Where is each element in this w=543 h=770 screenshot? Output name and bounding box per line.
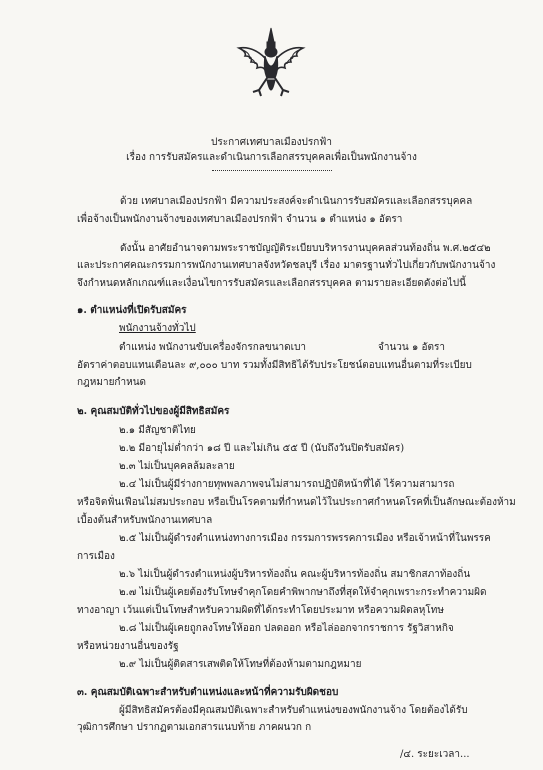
qual-item-2-4-line1: ๒.๔ ไม่เป็นผู้มีร่างกายทุพพลภาพจนไม่สามารถปฏิบัติหน้าที่ได้ ไร้ความสามารถ xyxy=(119,479,455,490)
org-title: ประกาศเทศบาลเมืองปรกฟ้า xyxy=(211,137,332,148)
intro-p2-line2: และประกาศคณะกรรมการพนักงานเทศบาลจังหวัดชลบุรี เรื่อง มาตรฐานทั่วไปเกี่ยวกับพนักงานจ้าง xyxy=(77,260,496,271)
qual-item-2-6: ๒.๖ ไม่เป็นผู้ดำรงตำแหน่งผู้บริหารท้องถิ่น คณะผู้บริหารท้องถิ่น สมาชิกสภาท้องถิ่น xyxy=(119,569,471,580)
section1-subheading: พนักงานจ้างทั่วไป xyxy=(119,323,196,334)
qual-item-2-9: ๒.๙ ไม่เป็นผู้ติดสารเสพติดให้โทษที่ต้องห้ามตามกฎหมาย xyxy=(119,659,362,670)
pay-line1: อัตราค่าตอบแทนเดือนละ ๙,๐๐๐ บาท รวมทั้งมีสิทธิได้รับประโยชน์ตอบแทนอื่นตามที่ระเบียบ xyxy=(77,360,472,371)
section3-line1: ผู้มีสิทธิสมัครต้องมีคุณสมบัติเฉพาะสำหรับตำแหน่งของพนักงานจ้าง โดยต้องได้รับ xyxy=(119,705,468,716)
intro-p1-line2: เพื่อจ้างเป็นพนักงานจ้างของเทศบาลเมืองปรกฟ้า จำนวน ๑ ตำแหน่ง ๑ อัตรา xyxy=(77,214,403,225)
qual-item-2-3: ๒.๓ ไม่เป็นบุคคลล้มละลาย xyxy=(119,461,235,472)
section3-heading: ๓. คุณสมบัติเฉพาะสำหรับตำแหน่งและหน้าที่ความรับผิดชอบ xyxy=(77,687,339,698)
qual-item-2-5-line1: ๒.๕ ไม่เป็นผู้ดำรงตำแหน่งทางการเมือง กรรมการพรรคการเมือง หรือเจ้าหน้าที่ในพรรค xyxy=(119,533,491,544)
qual-item-2-7-line2: ทางอาญา เว้นแต่เป็นโทษสำหรับความผิดที่ได้กระทำโดยประมาท หรือความผิดลหุโทษ xyxy=(77,605,444,616)
qual-item-2-4-line3: เบื้องต้นสำหรับพนักงานเทศบาล xyxy=(77,515,213,526)
separator-dots xyxy=(212,170,332,171)
subject-line: เรื่อง การรับสมัครและดำเนินการเลือกสรรบุคคลเพื่อเป็นพนักงานจ้าง xyxy=(126,152,417,163)
qual-item-2-1: ๒.๑ มีสัญชาติไทย xyxy=(119,425,196,436)
section3-line2: วุฒิการศึกษา ปรากฏตามเอกสารแนบท้าย ภาคผนวก ก xyxy=(77,722,312,733)
intro-p1-line1: ด้วย เทศบาลเมืองปรกฟ้า มีความประสงค์จะดำเนินการรับสมัครและเลือกสรรบุคคล xyxy=(120,196,473,207)
qual-item-2-8-line1: ๒.๘ ไม่เป็นผู้เคยถูกลงโทษให้ออก ปลดออก หรือไล่ออกจากราชการ รัฐวิสาหกิจ xyxy=(119,623,454,634)
continuation-note: /๔. ระยะเวลา... xyxy=(400,749,470,760)
position-count: จำนวน ๑ อัตรา xyxy=(378,342,445,353)
qual-item-2-8-line2: หรือหน่วยงานอื่นของรัฐ xyxy=(77,641,179,652)
pay-line2: กฎหมายกำหนด xyxy=(77,377,147,388)
garuda-emblem-icon xyxy=(233,26,309,102)
qual-item-2-5-line2: การเมือง xyxy=(77,551,115,562)
qual-item-2-4-line2: หรือจิตฟั่นเฟือนไม่สมประกอบ หรือเป็นโรคตามที่กำหนดไว้ในประกาศกำหนดโรคที่เป็นลักษณะต้องห้าม xyxy=(77,497,516,508)
section2-heading: ๒. คุณสมบัติทั่วไปของผู้มีสิทธิสมัคร xyxy=(77,406,230,417)
qual-item-2-7-line1: ๒.๗ ไม่เป็นผู้เคยต้องรับโทษจำคุกโดยคำพิพากษาถึงที่สุดให้จำคุกเพราะกระทำความผิด xyxy=(119,587,487,598)
qual-item-2-2: ๒.๒ มีอายุไม่ต่ำกว่า ๑๘ ปี และไม่เกิน ๕๕ ปี (นับถึงวันปิดรับสมัคร) xyxy=(119,443,405,454)
position-line: ตำแหน่ง พนักงานขับเครื่องจักรกลขนาดเบา xyxy=(119,342,307,353)
intro-p2-line3: จึงกำหนดหลักเกณฑ์และเงื่อนไขการรับสมัครและเลือกสรรบุคคล ตามรายละเอียดดังต่อไปนี้ xyxy=(77,278,466,289)
intro-p2-line1: ดังนั้น อาศัยอำนาจตามพระราชบัญญัติระเบียบบริหารงานบุคคลส่วนท้องถิ่น พ.ศ.๒๕๔๒ xyxy=(120,243,491,254)
section1-heading: ๑. ตำแหน่งที่เปิดรับสมัคร xyxy=(77,305,187,316)
